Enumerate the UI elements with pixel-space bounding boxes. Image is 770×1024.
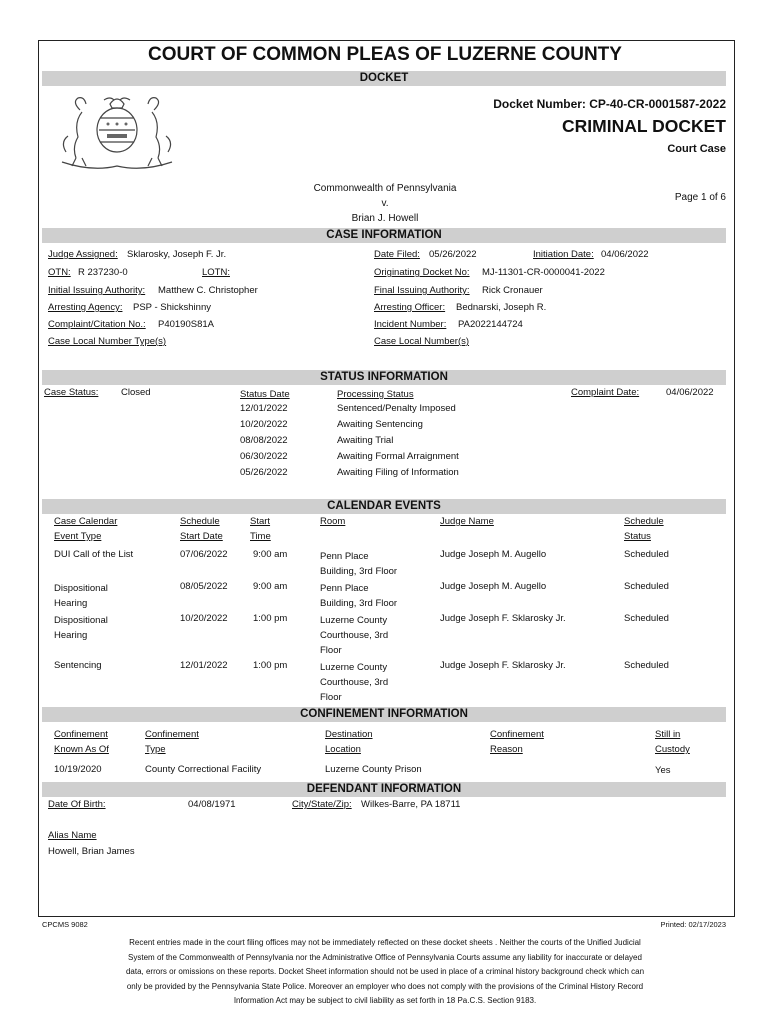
- judge-label: Judge Assigned:: [48, 249, 118, 260]
- cal-row-date: 07/06/2022: [180, 549, 228, 560]
- status-info-heading: STATUS INFORMATION: [42, 370, 726, 385]
- cal-row-time: 1:00 pm: [253, 660, 288, 671]
- city-label: City/State/Zip:: [292, 799, 352, 810]
- court-title: COURT OF COMMON PLEAS OF LUZERNE COUNTY: [148, 44, 622, 65]
- disclaimer: [80, 936, 690, 1009]
- final-issuing-authority-value: Rick Cronauer: [482, 285, 543, 296]
- incident-number-value: PA2022144724: [458, 319, 523, 330]
- final-issuing-authority-label: Final Issuing Authority:: [374, 285, 470, 296]
- case-local-number-label: Case Local Number(s): [374, 336, 470, 347]
- cal-row-room: Courthouse, 3rd: [320, 630, 389, 641]
- cal-row-event: Hearing: [54, 598, 88, 609]
- case-info-heading: CASE INFORMATION: [42, 228, 726, 243]
- cal-col-event-2: Event Type: [54, 531, 102, 542]
- alias-label: Alias Name: [48, 830, 97, 841]
- cal-row-judge: Judge Joseph M. Augello: [440, 581, 547, 592]
- status-row-date: 08/08/2022: [240, 435, 288, 446]
- caption-line-1: Commonwealth of Pennsylvania: [313, 183, 457, 194]
- cal-row-judge: Judge Joseph M. Augello: [440, 549, 547, 560]
- cal-col-start-1: Start: [250, 516, 271, 527]
- cal-col-judge: Judge Name: [440, 516, 494, 527]
- cal-row-event: Hearing: [54, 630, 88, 641]
- complaint-number-label: Complaint/Citation No.:: [48, 319, 146, 330]
- initiation-date-value: 04/06/2022: [601, 249, 649, 260]
- conf-custody: Yes: [655, 765, 671, 776]
- cal-row-event: DUI Call of the List: [54, 549, 134, 560]
- conf-type: County Correctional Facility: [145, 764, 262, 775]
- status-row-date: 06/30/2022: [240, 451, 288, 462]
- cal-col-room: Room: [320, 516, 346, 527]
- cal-row-status: Scheduled: [624, 549, 669, 560]
- cal-row-event: Sentencing: [54, 660, 102, 671]
- cal-col-sched-2: Start Date: [180, 531, 223, 542]
- disclaimer-line: data, errors or omissions on these reports. Docket Sheet information should not be used in place of a criminal history background check which can: [125, 967, 645, 976]
- cal-row-room: Building, 3rd Floor: [320, 598, 398, 609]
- cal-row-event: Dispositional: [54, 615, 108, 626]
- confinement-heading: CONFINEMENT INFORMATION: [42, 707, 726, 722]
- status-row-date: 12/01/2022: [240, 403, 288, 414]
- conf-col-dest-2: Location: [325, 744, 361, 755]
- conf-col-custody-2: Custody: [655, 744, 690, 755]
- initial-issuing-authority-label: Initial Issuing Authority:: [48, 285, 146, 296]
- complaint-date-value: 04/06/2022: [666, 387, 714, 398]
- cal-col-sched-1: Schedule: [180, 516, 220, 527]
- otn-label: OTN:: [48, 267, 71, 278]
- status-row-date: 05/26/2022: [240, 467, 288, 478]
- initiation-date-label: Initiation Date:: [533, 249, 594, 260]
- originating-docket-label: Originating Docket No:: [374, 267, 470, 278]
- otn-value: R 237230-0: [78, 267, 128, 278]
- alias-value: Howell, Brian James: [48, 846, 135, 857]
- status-row-status: Awaiting Filing of Information: [337, 467, 459, 478]
- case-local-number-type-label: Case Local Number Type(s): [48, 336, 167, 347]
- status-row-status: Awaiting Trial: [337, 435, 394, 446]
- dob-value: 04/08/1971: [188, 799, 236, 810]
- conf-col-dest-1: Destination: [325, 729, 373, 740]
- disclaimer-line: only be provided by the Pennsylvania State Police. Moreover an employer who does not comply with the provisions of the Criminal History Record: [126, 981, 644, 991]
- status-date-header: Status Date: [240, 389, 290, 400]
- cal-row-date: 08/05/2022: [180, 581, 228, 592]
- city-value: Wilkes-Barre, PA 18711: [361, 799, 461, 810]
- arresting-officer-value: Bednarski, Joseph R.: [456, 302, 547, 313]
- status-row-status: Awaiting Formal Arraignment: [337, 451, 459, 462]
- case-status-value: Closed: [121, 387, 151, 398]
- form-id: CPCMS 9082: [42, 920, 88, 929]
- originating-docket-value: MJ-11301-CR-0000041-2022: [482, 267, 605, 278]
- page-indicator: Page 1 of 6: [674, 192, 726, 203]
- caption-line-2: v.: [381, 198, 389, 209]
- status-row-status: Sentenced/Penalty Imposed: [337, 403, 456, 414]
- judge-value: Sklarosky, Joseph F. Jr.: [127, 249, 227, 260]
- conf-col-type-2: Type: [145, 744, 166, 755]
- conf-col-known-2: Known As Of: [54, 744, 109, 755]
- cal-col-start-2: Time: [250, 531, 271, 542]
- docket-type: CRIMINAL DOCKET: [562, 116, 726, 136]
- conf-col-custody-1: Still in: [655, 729, 681, 740]
- disclaimer-line: System of the Commonwealth of Pennsylvania nor the Administrative Office of Pennsylvania Courts assume any liability for inaccurate or delayed: [128, 952, 642, 962]
- defendant-heading: DEFENDANT INFORMATION: [42, 782, 726, 797]
- conf-known-as-of: 10/19/2020: [54, 764, 102, 775]
- cal-row-status: Scheduled: [624, 660, 669, 671]
- status-row-status: Awaiting Sentencing: [337, 419, 423, 430]
- cal-row-room: Penn Place: [320, 551, 369, 562]
- disclaimer-line: Information Act may be subject to civil liability as set forth in 18 Pa.C.S. Section 9183.: [233, 996, 537, 1005]
- cal-row-event: Dispositional: [54, 583, 108, 594]
- arresting-agency-value: PSP - Shickshinny: [133, 302, 211, 313]
- cal-row-room: Luzerne County: [320, 615, 388, 626]
- cal-row-time: 9:00 am: [253, 549, 288, 560]
- cal-row-room: Floor: [320, 692, 342, 703]
- pennsylvania-seal-icon: [52, 92, 182, 172]
- date-filed-value: 05/26/2022: [429, 249, 477, 260]
- disclaimer-line: Recent entries made in the court filing offices may not be immediately reflected on these docket sheets . Neither the courts of the Unified Judicial: [129, 938, 641, 947]
- status-row-date: 10/20/2022: [240, 419, 288, 430]
- cal-row-status: Scheduled: [624, 581, 669, 592]
- cal-row-room: Luzerne County: [320, 662, 388, 673]
- cal-row-time: 1:00 pm: [253, 613, 288, 624]
- case-status-label: Case Status:: [44, 387, 99, 398]
- cal-row-room: Penn Place: [320, 583, 369, 594]
- caption-line-3: Brian J. Howell: [351, 213, 419, 224]
- cal-row-judge: Judge Joseph F. Sklarosky Jr.: [440, 660, 566, 671]
- processing-status-header: Processing Status: [337, 389, 414, 400]
- cal-row-date: 12/01/2022: [180, 660, 228, 671]
- lotn-label: LOTN:: [202, 267, 230, 278]
- cal-row-room: Courthouse, 3rd: [320, 677, 389, 688]
- complaint-number-value: P40190S81A: [158, 319, 214, 330]
- conf-col-reason-1: Confinement: [490, 729, 544, 740]
- printed-date: Printed: 02/17/2023: [660, 920, 726, 929]
- calendar-heading: CALENDAR EVENTS: [42, 499, 726, 514]
- docket-bar: DOCKET: [42, 71, 726, 86]
- initial-issuing-authority-value: Matthew C. Christopher: [158, 285, 258, 296]
- conf-destination: Luzerne County Prison: [325, 764, 422, 775]
- conf-col-known-1: Confinement: [54, 729, 108, 740]
- cal-row-judge: Judge Joseph F. Sklarosky Jr.: [440, 613, 566, 624]
- incident-number-label: Incident Number:: [374, 319, 447, 330]
- conf-col-type-1: Confinement: [145, 729, 199, 740]
- cal-row-time: 9:00 am: [253, 581, 288, 592]
- cal-row-room: Floor: [320, 645, 342, 656]
- court-case-label: Court Case: [667, 143, 726, 155]
- conf-col-reason-2: Reason: [490, 744, 523, 755]
- cal-row-status: Scheduled: [624, 613, 669, 624]
- complaint-date-label: Complaint Date:: [571, 387, 640, 398]
- arresting-officer-label: Arresting Officer:: [374, 302, 446, 313]
- dob-label: Date Of Birth:: [48, 799, 106, 810]
- arresting-agency-label: Arresting Agency:: [48, 302, 123, 313]
- cal-col-status-1: Schedule: [624, 516, 664, 527]
- cal-col-event-1: Case Calendar: [54, 516, 118, 527]
- cal-col-status-2: Status: [624, 531, 651, 542]
- cal-row-date: 10/20/2022: [180, 613, 228, 624]
- cal-row-room: Building, 3rd Floor: [320, 566, 398, 577]
- date-filed-label: Date Filed:: [374, 249, 420, 260]
- docket-number: Docket Number: CP-40-CR-0001587-2022: [493, 97, 726, 111]
